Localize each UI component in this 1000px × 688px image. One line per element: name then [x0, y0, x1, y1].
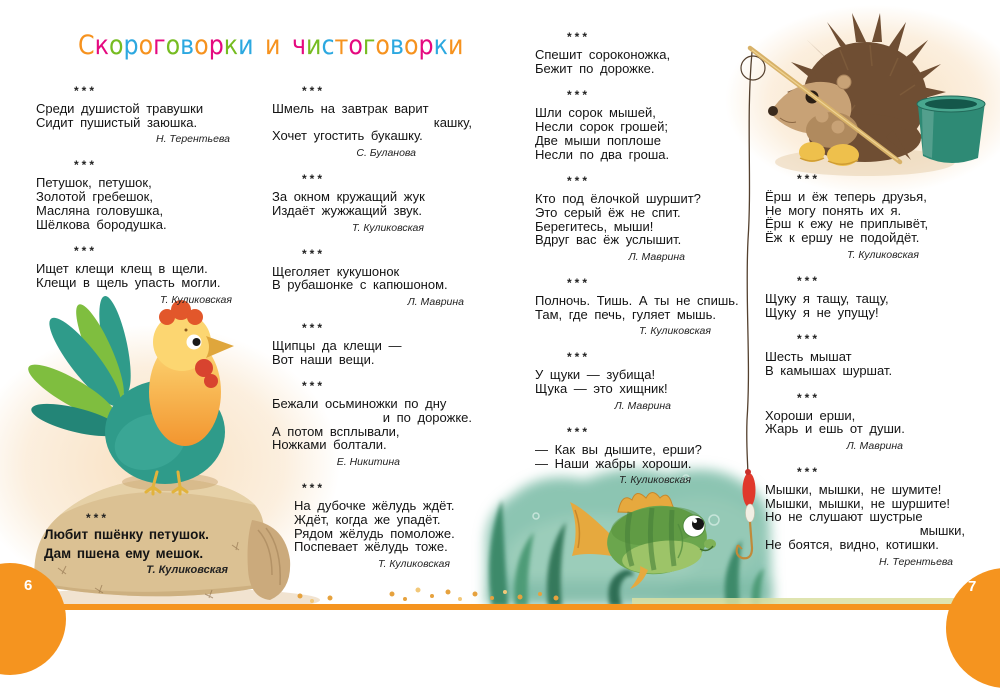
poem-line: Там, где печь, гуляет мышь.	[535, 306, 716, 322]
poem-line: и по дорожке.	[382, 410, 472, 426]
poem-author: Л. Маврина	[846, 440, 903, 453]
poem-line: Несли по два гроша.	[535, 146, 670, 162]
poem	[765, 172, 965, 261]
poem-line: Рядом жёлудь помоложе.	[294, 525, 455, 541]
poem-separator: ***	[567, 88, 591, 103]
poem-line: Ёж к ершу не подойдёт.	[765, 230, 920, 246]
poem-line: Вдруг вас ёж услышит.	[535, 232, 682, 248]
poem-line: Кто под ёлочкой шуршит?	[535, 191, 701, 207]
poem-author: Т. Куликовская	[619, 474, 691, 487]
poem-line: Шли сорок мышей,	[535, 105, 656, 121]
poem-line: Жарь и ешь от души.	[765, 421, 905, 437]
poem-separator: ***	[302, 246, 326, 261]
page6-column-2	[272, 84, 472, 583]
poem-line: Хочет угостить букашку.	[272, 128, 423, 144]
poem-line: Щеголяет кукушонок	[272, 263, 400, 279]
poem	[44, 511, 240, 576]
poem-line: Ёрш и ёж теперь друзья,	[765, 189, 927, 204]
poem-line: Хороши ерши,	[765, 407, 856, 423]
poem-line: Шмель на завтрак варит	[272, 101, 429, 116]
poem-author: Т. Куликовская	[352, 221, 424, 234]
poem-line: Несли сорок грошей;	[535, 119, 668, 135]
poem-author: Н. Терентьева	[879, 555, 953, 568]
poem-separator: ***	[797, 465, 821, 480]
poem-separator: ***	[302, 379, 326, 394]
page-number-left: 6	[24, 577, 33, 594]
poem-separator: ***	[302, 320, 326, 335]
poem-line: Сидит пушистый заюшка.	[36, 114, 198, 130]
poem-separator: ***	[74, 84, 98, 98]
poem-separator: ***	[302, 172, 326, 187]
poem-line: — Как вы дышите, ерши?	[535, 441, 702, 457]
poem-line: За окном кружащий жук	[272, 189, 425, 205]
poem-line: Клещи в щель упасть могли.	[36, 274, 221, 290]
poem-author: Т. Куликовская	[639, 325, 711, 338]
poem-line: Ёрш к ежу не приплывёт,	[765, 216, 929, 232]
poem	[36, 158, 252, 231]
poem-author: Н. Терентьева	[156, 133, 230, 146]
poem	[36, 244, 252, 305]
poem-separator: ***	[302, 481, 326, 496]
page6-column-1	[36, 84, 252, 319]
poem	[36, 84, 252, 145]
poem-line: Мышки, мышки, не шуршите!	[765, 495, 951, 511]
poem-line: В рубашонке с капюшоном.	[272, 277, 448, 293]
poem-line: Щуку я не упущу!	[765, 304, 879, 320]
poem-line: Поспевает жёлудь тоже.	[294, 539, 448, 555]
poem	[535, 174, 747, 263]
poem-separator: ***	[797, 172, 821, 186]
poem	[535, 88, 747, 161]
poem-line: А потом всплывали,	[272, 423, 400, 439]
poem-line: Среди душистой травушки	[36, 101, 204, 116]
page-number-right: 7	[968, 578, 977, 595]
poem-line: — Наши жабры хороши.	[535, 455, 692, 471]
poem-author: Л. Маврина	[407, 295, 464, 308]
poem-line: Но не слушают шустрые	[765, 509, 923, 525]
poem-line: Мышки, мышки, не шумите!	[765, 482, 942, 498]
poem-line: У щуки — зубища!	[535, 367, 656, 383]
poem	[272, 84, 472, 159]
poem	[535, 30, 747, 75]
poem-line: Не могу понять их я.	[765, 202, 902, 218]
poem-line: кашку,	[433, 114, 472, 130]
poem-author: Т. Куликовская	[160, 293, 232, 306]
poem-line: Щука — это хищник!	[535, 381, 668, 397]
poem-line: Бежит по дорожке.	[535, 60, 655, 76]
poem-line: Щуку я тащу, тащу,	[765, 290, 889, 306]
poem-line: Щипцы да клещи —	[272, 337, 402, 353]
poem-separator: ***	[567, 276, 591, 291]
poem-line: В камышах шуршат.	[765, 362, 893, 378]
poem-author: Т. Куликовская	[847, 248, 919, 261]
hedgehog-nose	[768, 106, 778, 116]
poem-line: Дам пшена ему мешок.	[44, 545, 204, 561]
poem-line: Золотой гребешок,	[36, 189, 153, 205]
poem	[765, 274, 965, 319]
bottom-strip	[0, 604, 1000, 610]
poem-author: С. Буланова	[356, 147, 416, 160]
poem-line: Две мыши поплоше	[535, 132, 661, 148]
poem-line: Вот наши вещи.	[272, 351, 375, 367]
poem-line: Берегитесь, мыши!	[535, 218, 654, 234]
poem-separator: ***	[567, 174, 591, 189]
page-title	[78, 30, 475, 61]
poem	[535, 276, 747, 337]
poem-author: Т. Куликовская	[146, 564, 228, 576]
poem-author: Т. Куликовская	[378, 557, 450, 570]
poem	[765, 391, 965, 452]
poem	[535, 350, 747, 411]
sack-poem	[44, 511, 240, 589]
poem-author: Е. Никитина	[336, 456, 400, 469]
poem-separator: ***	[567, 30, 591, 44]
poem-line: На дубочке жёлудь ждёт.	[294, 498, 455, 514]
poem-line: Бежали осьминожки по дну	[272, 396, 447, 412]
poem	[272, 321, 472, 366]
page7-column-2	[765, 172, 965, 581]
poem-separator: ***	[86, 511, 110, 525]
poem-line: Ножками болтали.	[272, 437, 387, 453]
poem-author: Л. Маврина	[628, 251, 685, 264]
sand-strip	[632, 598, 1000, 605]
poem	[535, 425, 747, 486]
poem-line: мышки,	[919, 523, 965, 539]
poem-separator: ***	[74, 244, 98, 259]
poem-line: Не боятся, видно, котишки.	[765, 536, 939, 552]
bucket-illustration	[917, 96, 985, 163]
poem-separator: ***	[302, 84, 326, 98]
title-word: и	[265, 30, 281, 61]
poem-line: Масляна головушка,	[36, 202, 164, 218]
poem-line: Издаёт жужжащий звук.	[272, 202, 422, 218]
title-word: чистоговорки	[291, 30, 464, 61]
poem	[272, 379, 472, 468]
poem-author: Л. Маврина	[614, 399, 671, 412]
poem-separator: ***	[567, 424, 591, 439]
page7-column-1	[535, 30, 747, 499]
poem-separator: ***	[567, 350, 591, 365]
poem-separator: ***	[797, 273, 821, 288]
poem-separator: ***	[797, 332, 821, 347]
poem	[765, 465, 965, 568]
poem-line: Шёлкова бородушка.	[36, 216, 167, 232]
poem	[272, 481, 472, 570]
poem-line: Это серый ёж не спит.	[535, 204, 681, 220]
poem-line: Полночь. Тишь. А ты не спишь.	[535, 293, 739, 309]
title-word: Скороговорки	[78, 30, 254, 61]
poem	[765, 332, 965, 377]
poem-line: Ищет клещи клещ в щели.	[36, 261, 208, 277]
poem-line: Любит пшёнку петушок.	[44, 527, 209, 542]
poem-line: Ждёт, когда же упадёт.	[294, 511, 441, 527]
poem-separator: ***	[74, 158, 98, 173]
poem-separator: ***	[797, 390, 821, 405]
poem	[272, 247, 472, 308]
poem-line: Петушок, петушок,	[36, 175, 152, 191]
poem	[272, 172, 472, 233]
poem-line: Шесть мышат	[765, 349, 852, 365]
poem-line: Спешит сороконожка,	[535, 47, 671, 62]
